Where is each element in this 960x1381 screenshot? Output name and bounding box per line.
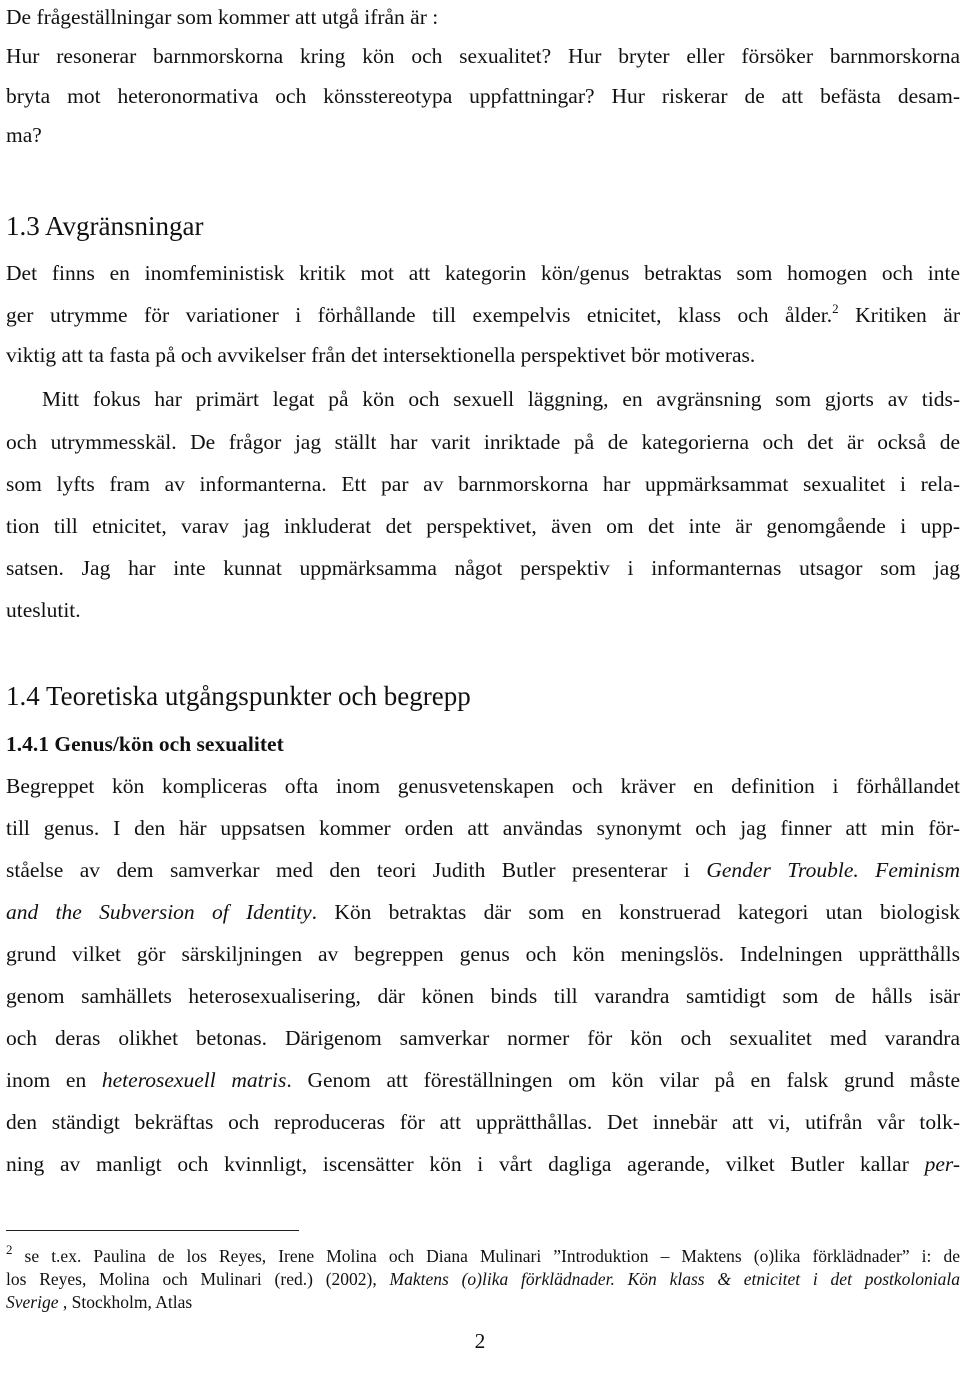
footnote-number: 2 [6, 1242, 13, 1258]
footnote-text: se t.ex. Paulina de los Reyes, Irene Molina och Diana Mulinari ”Introduktion – Maktens (o)lika förklädnader” i: de [12, 1246, 960, 1266]
body-line [6, 300, 960, 330]
body-line: till genus. I den här uppsatsen kommer orden att användas synonymt och jag finner att min för- [6, 816, 960, 840]
body-line [6, 897, 960, 927]
body-line [6, 1065, 960, 1095]
body-line: och utrymmesskäl. De frågor jag ställt har varit inriktade på de kategorierna och det är också de [6, 430, 960, 454]
body-text: . Kön betraktas där som en konstruerad kategori utan biologisk [311, 900, 960, 924]
body-line [6, 1149, 960, 1179]
body-line: genom samhällets heterosexualisering, där könen binds till varandra samtidigt som de hålls isär [6, 984, 960, 1008]
body-line: och deras olikhet betonas. Därigenom samverkar normer för kön och sexualitet med varandra [6, 1026, 960, 1050]
body-line: satsen. Jag har inte kunnat uppmärksamma något perspektiv i informanternas utsagor som jag [6, 556, 960, 580]
page-number: 2 [474, 1329, 486, 1353]
intro-line-1: De frågeställningar som kommer att utgå ifrån är : [6, 5, 439, 29]
footnote-book-title: Sverige [6, 1292, 59, 1312]
section-heading-avgransningar: 1.3 Avgränsningar [6, 211, 204, 241]
footnote-line [6, 1267, 960, 1291]
body-line: Det finns en inomfeministisk kritik mot att kategorin kön/genus betraktas som homogen och inte [6, 261, 960, 285]
intro-line-3: bryta mot heteronormativa och könsstereotypa uppfattningar? Hur riskerar de att befästa desam- [6, 84, 960, 108]
emphasis-term: per- [924, 1152, 960, 1176]
book-title: and the Subversion of Identity [6, 900, 312, 924]
emphasis-term: heterosexuell matris [101, 1068, 287, 1092]
book-title: Gender Trouble. Feminism [706, 858, 960, 882]
body-line: Mitt fokus har primärt legat på kön och sexuell läggning, en avgränsning som gjorts av tids- [42, 387, 960, 411]
body-line: grund vilket gör särskiljningen av begreppen genus och kön meningslös. Indelningen upprätthålls [6, 942, 960, 966]
body-text: ning av manligt och kvinnligt, iscensätter kön i vårt dagliga agerande, vilket Butler kallar [6, 1152, 925, 1176]
body-text: inom en [6, 1068, 102, 1092]
intro-line-4: ma? [6, 123, 42, 147]
footnote-line [6, 1290, 960, 1314]
body-line: viktig att ta fasta på och avvikelser från det intersektionella perspektivet bör motiveras. [6, 343, 756, 367]
section-heading-teoretiska: 1.4 Teoretiska utgångspunkter och begrepp [6, 681, 471, 711]
footnote-reference: 2 [832, 300, 839, 316]
body-text: . Genom att föreställningen om kön vilar på en falsk grund måste [286, 1068, 960, 1092]
body-line [6, 855, 960, 885]
footnote-book-title: Maktens (o)lika förklädnader. Kön klass & etnicitet i det postkoloniala [389, 1269, 960, 1289]
body-line: uteslutit. [6, 598, 81, 622]
body-line: den ständigt bekräftas och reproduceras för att upprätthållas. Det innebär att vi, utifrån vår tolk- [6, 1110, 960, 1134]
body-line: som lyfts fram av informanterna. Ett par av barnmorskorna har uppmärksammat sexualitet i rela- [6, 472, 960, 496]
footnote-text: , Stockholm, Atlas [58, 1292, 193, 1312]
footnote-separator [6, 1230, 299, 1231]
footnote-text: los Reyes, Molina och Mulinari (red.) (2002), [6, 1269, 390, 1289]
footnote-line [6, 1244, 960, 1268]
body-text: Kritiken är [838, 303, 960, 327]
intro-line-2: Hur resonerar barnmorskorna kring kön och sexualitet? Hur bryter eller försöker barnmorskorna [6, 44, 960, 68]
subsection-heading-genus: 1.4.1 Genus/kön och sexualitet [6, 732, 284, 756]
body-text: ger utrymme för variationer i förhållande till exempelvis etnicitet, klass och ålder. [6, 303, 833, 327]
body-line: tion till etnicitet, varav jag inkluderat det perspektivet, även om det inte är genomgående i upp- [6, 514, 960, 538]
body-line: Begreppet kön kompliceras ofta inom genusvetenskapen och kräver en definition i förhållandet [6, 774, 960, 798]
body-text: ståelse av dem samverkar med den teori Judith Butler presenterar i [6, 858, 707, 882]
